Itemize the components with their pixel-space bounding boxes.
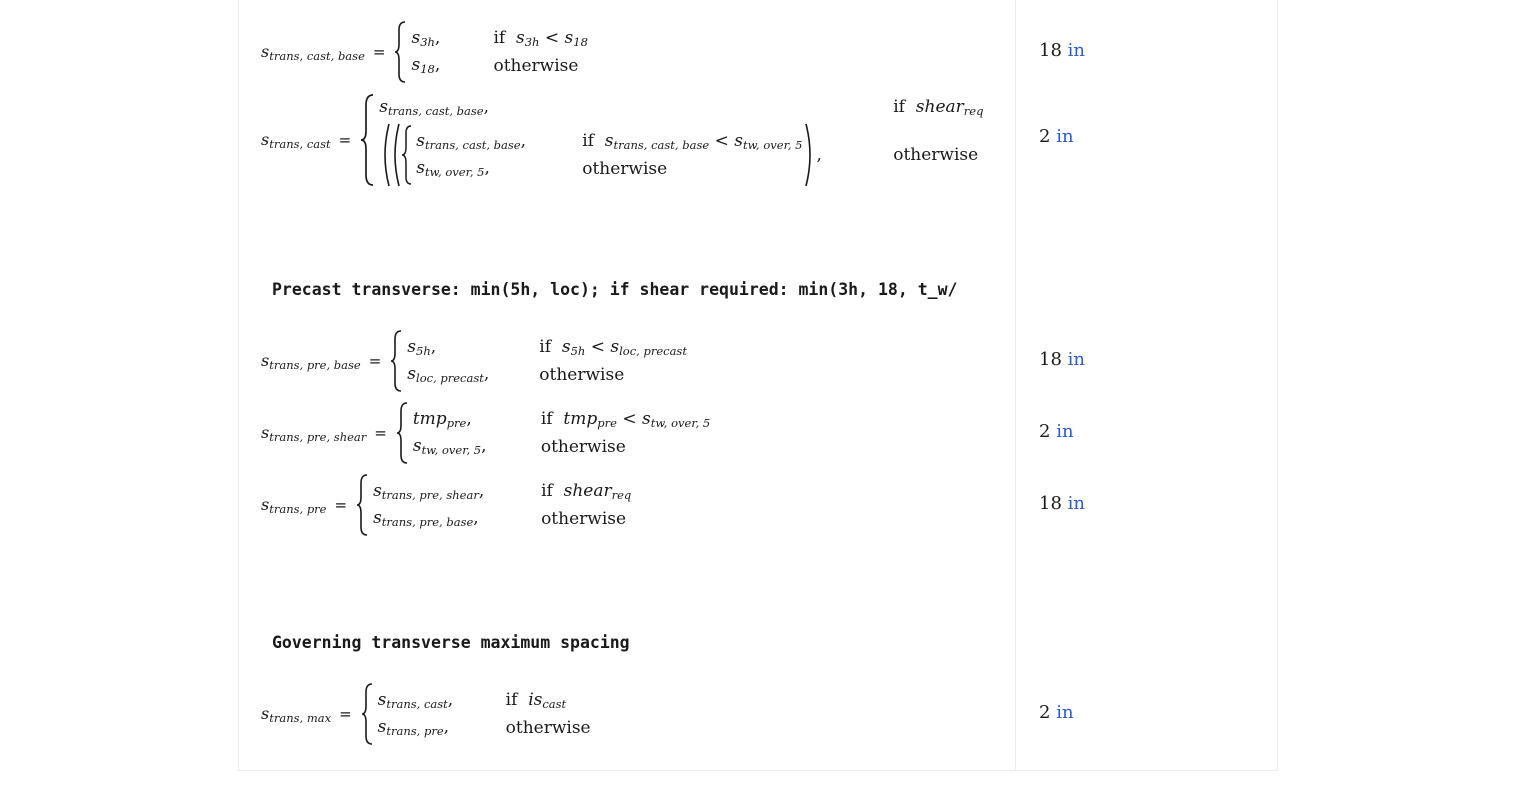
calc-sheet [238, 0, 1278, 771]
equation-lhs: $s_{trans, cast, base}$ [261, 41, 365, 63]
equation-s-trans-pre-base [261, 329, 687, 393]
equals-sign: = [334, 496, 348, 514]
equation-s-trans-pre [261, 473, 631, 537]
equation-s-trans-cast [261, 92, 983, 188]
result-s-trans-pre-shear: 2 in [1039, 421, 1074, 442]
equation-s-trans-cast-base [261, 20, 588, 84]
equals-sign: = [368, 352, 382, 370]
case-otherwise: otherwise [893, 145, 979, 165]
unit-link[interactable]: in [1056, 421, 1074, 442]
result-s-trans-cast-base: 18 in [1039, 40, 1085, 61]
case-row [379, 122, 983, 188]
case-condition: if $is_{cast}$ [505, 690, 567, 711]
result-s-trans-max: 2 in [1039, 702, 1074, 723]
nested-expression: $s_{trans, cast, base}$, if $s_{trans, cast, base} < s_{tw, over, 5}$ $s_{tw, over, 5}$, otherwise , [379, 122, 893, 188]
result-s-trans-cast: 2 in [1039, 126, 1074, 147]
column-divider [1015, 0, 1016, 771]
case-value: $s_{tw, over, 5}$, [412, 436, 487, 457]
case-value: $s_{trans, pre, base}$, [373, 508, 479, 529]
equals-sign: = [338, 131, 352, 149]
case-condition: if shear$_{req}$ [541, 481, 632, 502]
equation-lhs: $s_{trans, max}$ [261, 703, 332, 725]
cases-block [373, 481, 631, 529]
cases-block [413, 409, 710, 457]
case-value: $s_{3h}$, [411, 28, 441, 49]
result-s-trans-pre-base: 18 in [1039, 349, 1085, 370]
equation-lhs: $s_{trans, pre, shear}$ [261, 422, 367, 444]
left-brace-icon [395, 401, 409, 465]
case-condition: if $tmp_{pre} < s_{tw, over, 5}$ [540, 409, 711, 430]
case-value: $s_{loc, precast}$, [407, 364, 490, 385]
case-value: $s_{trans, cast}$, [377, 690, 454, 711]
case-otherwise: otherwise [505, 717, 591, 738]
equals-sign: = [339, 705, 352, 723]
equation-s-trans-pre-shear [261, 401, 710, 465]
right-paren-icon [802, 122, 816, 188]
case-condition: if $s_{5h} < s_{loc, precast}$ [539, 337, 687, 358]
unit-link[interactable]: in [1067, 349, 1085, 370]
case-otherwise: otherwise [493, 55, 579, 76]
comment-precast: Precast transverse: min(5h, loc); if shear required: min(3h, 18, t_w/ [272, 280, 958, 299]
left-brace-icon [401, 124, 413, 186]
case-value: $s_{trans, pre}$, [377, 717, 450, 738]
left-brace-icon [360, 682, 374, 746]
cases-block [379, 92, 983, 188]
case-value: $s_{trans, cast, base}$, [379, 96, 490, 118]
equation-lhs: $s_{trans, pre, base}$ [261, 350, 361, 372]
case-row [379, 92, 983, 122]
equation-lhs: $s_{trans, pre}$ [261, 494, 327, 516]
unit-link[interactable]: in [1067, 40, 1085, 61]
left-brace-icon [359, 93, 375, 187]
case-value: $s_{trans, pre, shear}$, [373, 481, 485, 502]
equals-sign: = [374, 424, 387, 442]
cases-block [407, 337, 687, 385]
unit-link[interactable]: in [1067, 493, 1085, 514]
case-value: $s_{tw, over, 5}$, [416, 158, 490, 179]
left-brace-icon [393, 20, 407, 84]
case-condition: if $s_{trans, cast, base} < s_{tw, over, 5}$ [582, 131, 803, 152]
case-otherwise: otherwise [582, 158, 668, 179]
cases-block [411, 28, 587, 76]
case-value: $s_{5h}$, [407, 337, 437, 358]
case-otherwise: otherwise [539, 364, 625, 385]
left-paren-icon [379, 122, 401, 188]
equation-lhs: $s_{trans, cast}$ [261, 129, 331, 151]
nested-cases [416, 131, 802, 179]
case-otherwise: otherwise [540, 436, 626, 457]
result-s-trans-pre: 18 in [1039, 493, 1085, 514]
equals-sign: = [372, 43, 386, 61]
case-otherwise: otherwise [541, 508, 627, 529]
case-value: $s_{18}$, [411, 55, 441, 76]
case-value: $s_{trans, cast, base}$, [416, 131, 527, 152]
unit-link[interactable]: in [1056, 702, 1074, 723]
case-condition: if $s_{3h} < s_{18}$ [493, 28, 588, 49]
cases-block [378, 690, 591, 738]
left-brace-icon [355, 473, 369, 537]
equation-s-trans-max [261, 682, 591, 746]
case-condition: if shear$_{req}$ [893, 96, 984, 118]
unit-link[interactable]: in [1056, 126, 1074, 147]
comment-governing: Governing transverse maximum spacing [272, 633, 630, 652]
left-brace-icon [389, 329, 403, 393]
case-value: tmp$_{pre}$, [412, 409, 472, 430]
